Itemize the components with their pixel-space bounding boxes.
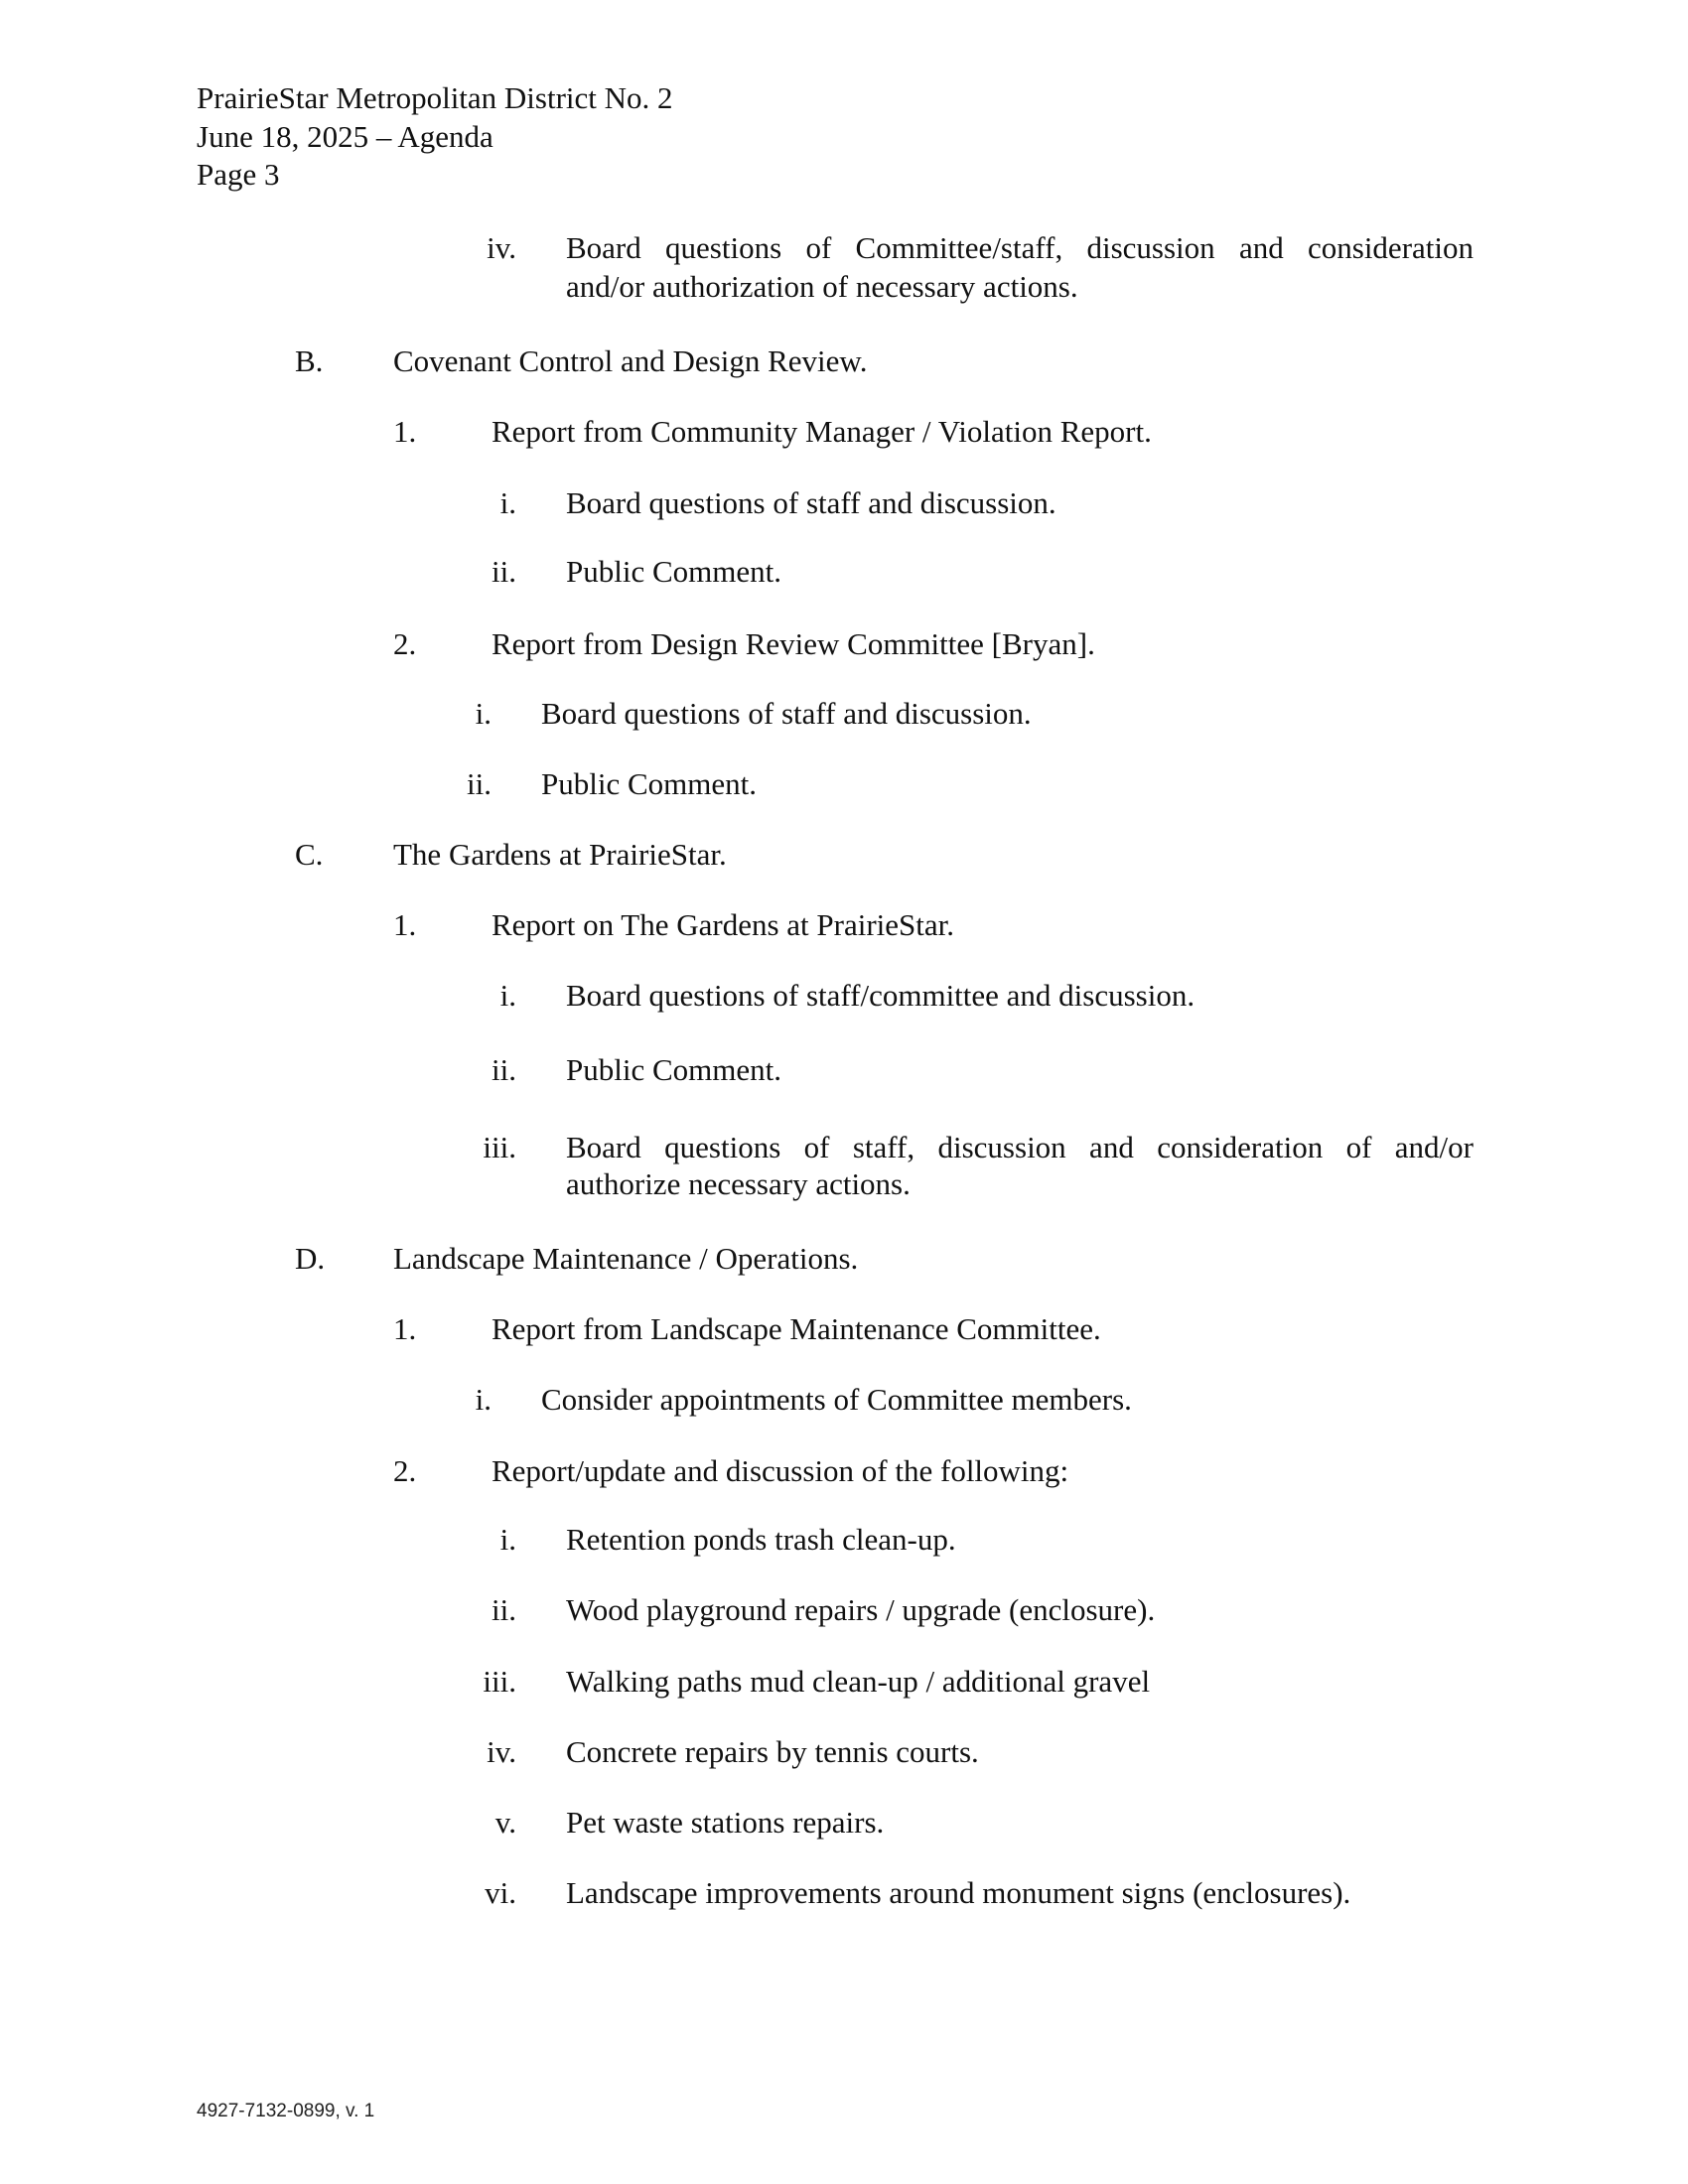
subitem-label: i.: [499, 978, 516, 1013]
subitem-text: Concrete repairs by tennis courts.: [566, 1734, 979, 1769]
subitem-label: ii.: [467, 766, 492, 801]
section-label: B.: [295, 343, 324, 378]
subitem-text: Retention ponds trash clean-up.: [566, 1522, 956, 1557]
item-label: 1.: [393, 907, 417, 942]
item-label: 1.: [393, 414, 417, 449]
item-text-line2: and/or authorization of necessary actions.: [566, 269, 1078, 304]
section-label: D.: [295, 1241, 326, 1276]
subitem-label: vi.: [485, 1875, 516, 1910]
agenda-date: June 18, 2025 – Agenda: [197, 118, 493, 154]
organization-name: PrairieStar Metropolitan District No. 2: [197, 80, 673, 115]
subitem-text: Board questions of staff and discussion.: [566, 485, 1056, 520]
item-text: Report on The Gardens at PrairieStar.: [492, 907, 955, 942]
subitem-text: Pet waste stations repairs.: [566, 1805, 885, 1840]
document-id-footer: 4927-7132-0899, v. 1: [197, 2101, 375, 2121]
item-label: 2.: [393, 626, 417, 661]
subitem-text: Board questions of staff/committee and discussion.: [566, 978, 1196, 1013]
subitem-text: Landscape improvements around monument signs (enclosures).: [566, 1875, 1351, 1910]
section-title: Covenant Control and Design Review.: [393, 343, 868, 378]
subitem-label: ii.: [492, 554, 516, 589]
subitem-text: Wood playground repairs / upgrade (enclosure).: [566, 1592, 1156, 1627]
item-label: 1.: [393, 1311, 417, 1346]
item-label: 2.: [393, 1453, 417, 1488]
subitem-label: iv.: [487, 1734, 516, 1769]
subitem-label: i.: [475, 696, 492, 731]
subitem-text: Board questions of staff and discussion.: [541, 696, 1032, 731]
page-header: [197, 79, 673, 195]
section-title: The Gardens at PrairieStar.: [393, 837, 727, 872]
subitem-label: i.: [499, 485, 516, 520]
section-label: C.: [295, 837, 324, 872]
subitem-text: Public Comment.: [566, 1052, 781, 1087]
item-text: Report from Design Review Committee [Bryan].: [492, 626, 1095, 661]
subitem-label: i.: [475, 1382, 492, 1417]
subitem-label: iii.: [483, 1130, 516, 1164]
item-text: Report from Landscape Maintenance Committee.: [492, 1311, 1101, 1346]
subitem-text: Consider appointments of Committee members.: [541, 1382, 1132, 1417]
item-label: iv.: [487, 230, 516, 265]
subitem-text: Public Comment.: [566, 554, 781, 589]
subitem-label: i.: [499, 1522, 516, 1557]
subitem-text-line2: authorize necessary actions.: [566, 1166, 911, 1201]
subitem-text: Public Comment.: [541, 766, 757, 801]
subitem-text-line1: Board questions of staff, discussion and consideration of and/or: [566, 1130, 1474, 1164]
subitem-text: Walking paths mud clean-up / additional gravel: [566, 1664, 1151, 1699]
subitem-label: ii.: [492, 1052, 516, 1087]
subitem-label: ii.: [492, 1592, 516, 1627]
item-text: Report/update and discussion of the following:: [492, 1453, 1069, 1488]
item-text: Report from Community Manager / Violation Report.: [492, 414, 1152, 449]
item-text-line1: Board questions of Committee/staff, discussion and consideration: [566, 230, 1474, 265]
subitem-label: v.: [494, 1805, 516, 1840]
subitem-label: iii.: [483, 1664, 516, 1699]
section-title: Landscape Maintenance / Operations.: [393, 1241, 859, 1276]
page-number: Page 3: [197, 157, 280, 192]
